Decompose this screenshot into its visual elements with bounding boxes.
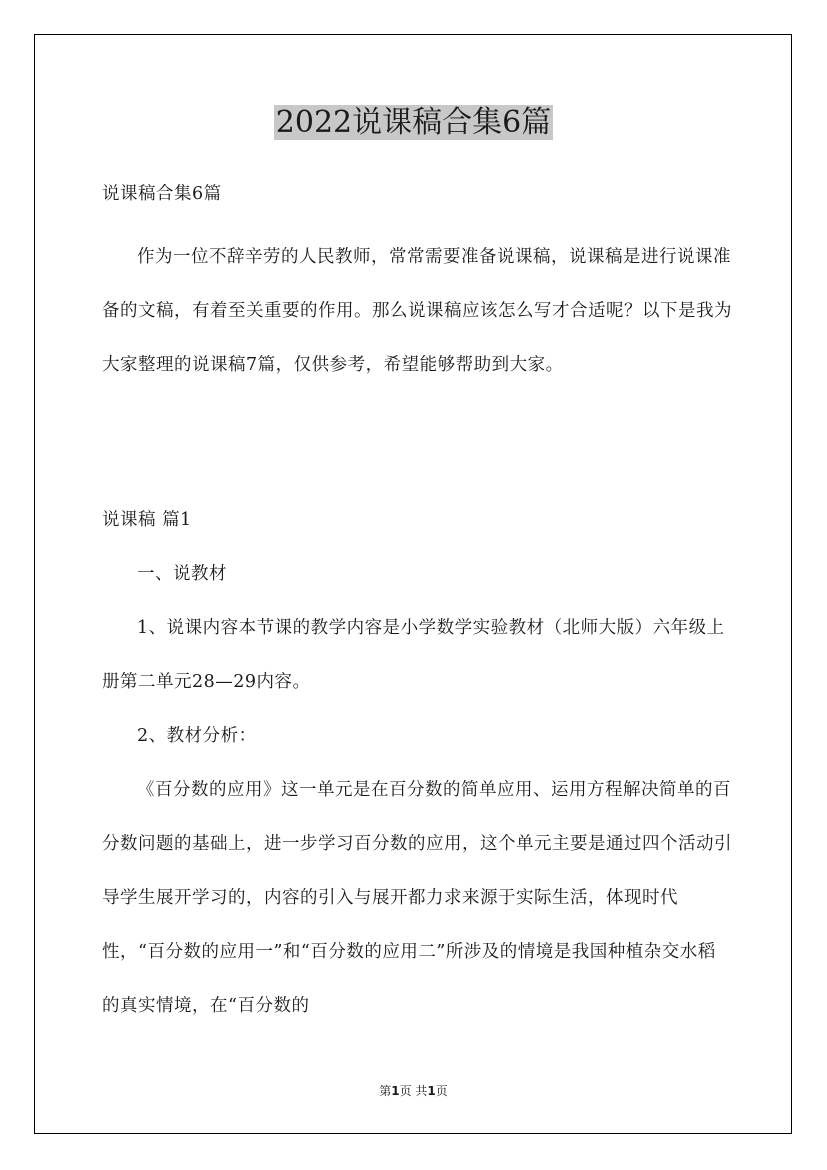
section-paragraph: 1、说课内容本节课的教学内容是小学数学实验教材（北师大版）六年级上册第二单元28—29内容。 <box>102 618 725 692</box>
section-paragraph: 《百分数的应用》这一单元是在百分数的简单应用、运用方程解决简单的百分数问题的基础上，进一步学习百分数的应用，这个单元主要是通过四个活动引导学生展开学习的，内容的引入与展开都力求来源于实际生活，体现时代性，“百分数的应用一”和“百分数的应用二”所涉及的情境是我国种植杂交水稻的真实情境，在“百分数的 <box>102 780 732 1016</box>
footer-page-total: 1 <box>427 1084 436 1098</box>
section-heading: 说课稿 篇1 <box>102 510 192 530</box>
document-title <box>0 102 827 144</box>
document-subtitle: 说课稿合集6篇 <box>102 184 222 204</box>
footer-prefix: 第 <box>379 1084 392 1098</box>
section-body <box>102 547 732 1033</box>
section-paragraph: 2、教材分析： <box>137 726 257 746</box>
footer-mid: 页 共 <box>399 1084 428 1098</box>
section-paragraph: 一、说教材 <box>137 564 227 584</box>
footer-suffix: 页 <box>435 1084 448 1098</box>
page-footer <box>0 1083 827 1099</box>
footer-page-current: 1 <box>391 1084 400 1098</box>
document-title-text: 2022说课稿合集6篇 <box>275 105 552 140</box>
intro-paragraph: 作为一位不辞辛劳的人民教师，常常需要准备说课稿，说课稿是进行说课准备的文稿，有着至关重要的作用。那么说课稿应该怎么写才合适呢？以下是我为大家整理的说课稿7篇，仅供参考，希望能够帮助到大家。 <box>102 247 732 375</box>
